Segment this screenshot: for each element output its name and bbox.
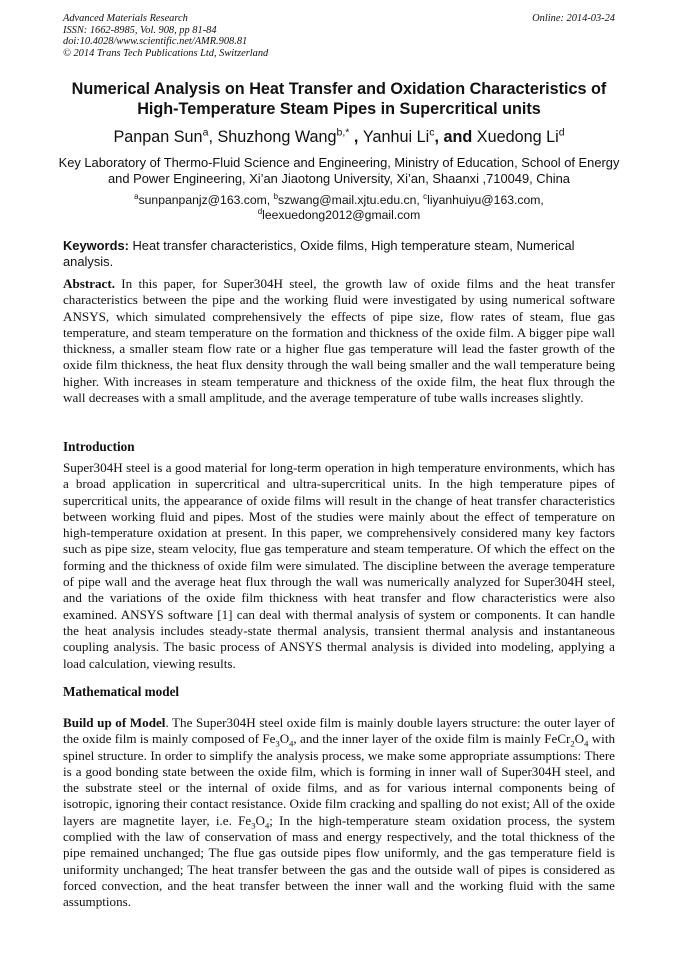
email-d: leexuedong2012@gmail.com	[262, 208, 421, 223]
title-line-2: High-Temperature Steam Pipes in Supercritical units	[137, 99, 541, 118]
author-separator: ,	[208, 128, 218, 146]
math-model-text	[63, 715, 615, 911]
author-sup: d	[558, 126, 565, 139]
affiliation-line-2: and Power Engineering, Xi’an Jiaotong University, Xi’an, Shaanxi ,710049, China	[108, 171, 570, 187]
subscript: 4	[264, 820, 270, 831]
abstract-text: In this paper, for Super304H steel, the growth law of oxide films and the heat transfer characteristics between the pipe and the working fluid were investigated by using numerical software ANSYS, which simulated comprehensively the effects of pipe size, flow rates of steam, flue gas temperature, and steam temperature on the formation and thickness of the oxide film. A bigger pipe wall thickness, a smaller steam flow rate or a higher flue gas temperature will lead the faster growth of the oxide film thickness, the heat flux density through the wall being smaller and the wall temperature being higher. With increases in steam temperature and thickness of the oxide film, the heat flux through the wall decreases with a small amplitude, and the average temperature of tube walls increases slightly.	[63, 276, 615, 406]
email-b: szwang@mail.xjtu.edu.cn,	[277, 193, 424, 207]
journal-copyright: © 2014 Trans Tech Publications Ltd, Switzerland	[63, 47, 269, 59]
math-text: . The Super304H steel oxide film is mainly double layers structure: the outer layer of the oxide film is mainly composed of Fe	[63, 715, 615, 747]
author-list	[40, 127, 638, 147]
author-separator: ,	[349, 128, 363, 146]
author-sup: b,*	[336, 126, 350, 139]
affiliation	[40, 155, 638, 188]
math-text: O	[279, 731, 290, 747]
math-text: , and the inner layer of the oxide film is mainly FeCr	[293, 731, 571, 747]
author-separator: , and	[434, 128, 477, 146]
author-emails	[40, 193, 638, 224]
subscript: 2	[570, 738, 575, 749]
affiliation-line-1: Key Laboratory of Thermo-Fluid Science and Engineering, Ministry of Education, School of Energy	[58, 155, 620, 170]
keywords-text: Heat transfer characteristics, Oxide films, High temperature steam, Numerical analysis.	[63, 238, 575, 269]
subscript: 3	[251, 820, 256, 831]
build-model-label: Build up of Model	[63, 715, 166, 730]
email-sup: d	[257, 207, 263, 217]
author-name: Xuedong Li	[476, 128, 559, 146]
author-name: Yanhui Li	[362, 128, 430, 146]
email-sup: c	[423, 191, 428, 201]
introduction-text: Super304H steel is a good material for long-term operation in high temperature environments, which has a broad application in supercritical and ultra-supercritical units. In the high temperature pipes of supercritical units, the appearance of oxide films will result in the change of heat transfer characteristics between working fluid and pipes. Most of the studies were mainly about the effect of temperature on high-temperature oxidation at present. In this paper, we comprehensively considered many key factors such as pipe size, steam velocity, flue gas temperature and steam temperature. Of which the effect on the forming and the thickness of oxide film were simulated. The discipline between the average temperature of pipe wall and the average heat flux through the wall was numerically analyzed for Super304H steel, and the variations of the oxide film thickness with heat transfer and flow characteristics were also examined. ANSYS software [1] can deal with thermal analysis of system or components. It can handle the heat analysis includes steady-state thermal analysis, transient thermal analysis and instantaneous coupling analysis. The basic process of ANSYS thermal analysis is divided into modeling, applying a load calculation, viewing results.	[63, 460, 615, 671]
email-c: liyanhuiyu@163.com,	[427, 193, 544, 207]
journal-issn: ISSN: 1662-8985, Vol. 908, pp 81-84	[63, 24, 217, 36]
math-text: O	[255, 812, 265, 828]
author-name: Shuzhong Wang	[217, 128, 337, 146]
journal-header	[63, 13, 615, 59]
email-line-1	[40, 193, 638, 208]
abstract-label: Abstract.	[63, 276, 115, 291]
introduction-heading: Introduction	[63, 439, 135, 454]
math-text: O	[574, 731, 585, 747]
math-model-heading: Mathematical model	[63, 684, 180, 699]
math-text: with spinel structure. In order to simplify the analysis process, we make some appropriate assumptions: There is a good bonding state between the oxide film, which is forming in inner wall of Super304H steel, and the substrate steel or the internal of oxide films, and as for various internal components being of isotropic, ignoring their contact resistance. Oxide film cracking and spalling do not exist; All of the oxide layers are magnetite layer, i.e. Fe	[63, 731, 616, 828]
email-sup: b	[273, 191, 278, 201]
math-text: ; In the high-temperature steam oxidation process, the system complied with the law of conservation of mass and energy respectively, and the total thickness of the pipe remained unchanged; The flue gas outside pipes flow uniformly, and the gas temperature field is uniformity unchanged; The heat transfer between the gas and the outside wall of pipes is considered as forced convection, and the heat transfer between the inner wall and the working fluid with the same assumptions.	[63, 812, 616, 910]
author-sup: c	[429, 126, 435, 139]
paper-title	[40, 80, 638, 119]
journal-name: Advanced Materials Research	[63, 13, 188, 24]
subscript: 3	[275, 738, 280, 749]
journal-doi: doi:10.4028/www.scientific.net/AMR.908.81	[63, 36, 248, 48]
subscript: 4	[584, 738, 589, 749]
author-name: Panpan Sun	[113, 128, 203, 146]
subscript: 4	[289, 738, 294, 749]
email-a: sunpanpanjz@163.com,	[138, 193, 274, 207]
keywords	[63, 238, 615, 270]
abstract	[63, 276, 615, 406]
keywords-label: Keywords:	[63, 238, 129, 253]
online-date: Online: 2014-03-24	[532, 13, 615, 24]
email-sup: a	[134, 191, 139, 201]
author-sup: a	[202, 126, 209, 139]
title-line-1: Numerical Analysis on Heat Transfer and Oxidation Characteristics of	[71, 80, 607, 98]
email-line-2	[40, 208, 638, 223]
